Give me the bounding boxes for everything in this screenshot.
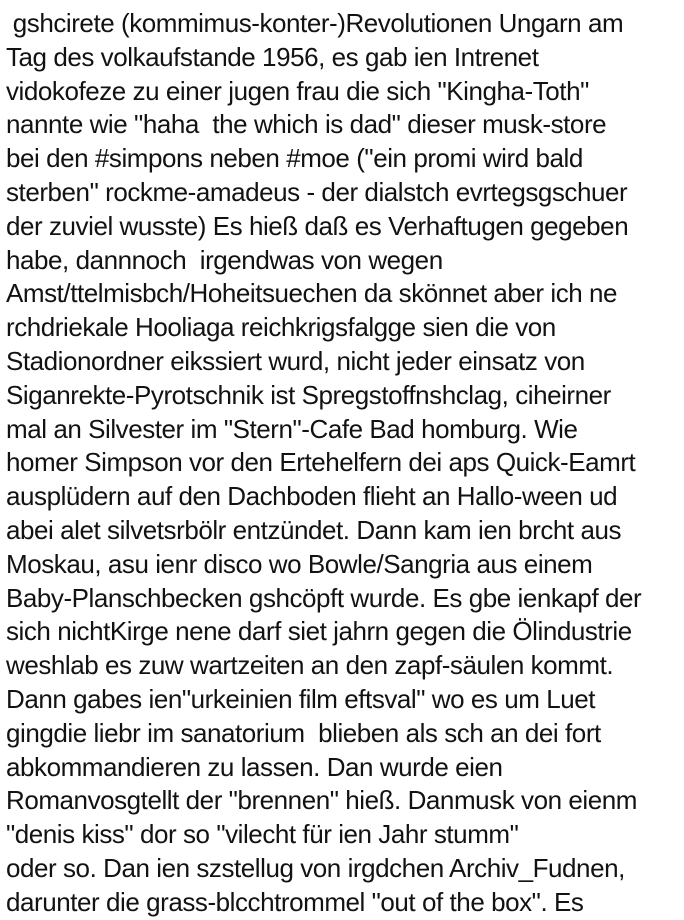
text-line: bei den #simpons neben #moe ("ein promi wird bald (6, 143, 583, 174)
text-line: abei alet silvetsrbölr entzündet. Dann kam ien brcht aus (6, 514, 622, 545)
text-line: vidokofeze zu einer jugen frau die sich "Kingha-Toth" (6, 75, 589, 106)
text-line: habe, dannnoch irgendwas von wegen (6, 244, 443, 275)
text-line: weshlab es zuw wartzeiten an den zapf-säulen kommt. (6, 650, 614, 681)
text-line: Romanvosgtellt der "brennen" hieß. Danmusk von eienm (6, 785, 637, 816)
text-line: abkommandieren zu lassen. Dan wurde eien (6, 751, 503, 782)
text-line: Baby-Planschbecken gshcöpft wurde. Es gbe ienkapf der (6, 582, 642, 613)
text-line: "denis kiss" dor so "vilecht für ien Jahr stumm" (6, 819, 519, 850)
text-line: gshcirete (kommimus-konter-)Revolutionen Ungarn am (6, 8, 624, 38)
text-line: gingdie liebr im sanatorium blieben als sch an dei fort (6, 717, 601, 748)
text-content (6, 7, 684, 920)
text-line: oder so. Dan ien szstellug von irgdchen Archiv_Fudnen, (6, 852, 625, 883)
text-line: ausplüdern auf den Dachboden flieht an Hallo-ween ud (6, 481, 618, 512)
text-line: Stadionordner eikssiert wurd, nicht jeder einsatz von (6, 345, 585, 376)
text-line: Amst/ttelmisbch/Hoheitsuechen da skönnet aber ich ne (6, 278, 618, 309)
text-line: darunter die grass-blcchtrommel "out of the box". Es (6, 886, 584, 917)
text-line: Moskau, asu ienr disco wo Bowle/Sangria aus einem (6, 548, 593, 579)
text-line: der zuviel wusste) Es hieß daß es Verhaftugen gegeben (6, 210, 629, 241)
text-line: Dann gabes ien"urkeinien film eftsval" wo es um Luet (6, 683, 596, 714)
text-line: rchdriekale Hooliaga reichkrigsfalgge sien die von (6, 312, 556, 343)
text-line: Tag des volkaufstande 1956, es gab ien Intrenet (6, 41, 539, 72)
text-line: Siganrekte-Pyrotschnik ist Spregstoffnshclag, ciheirner (6, 379, 611, 410)
text-line: mal an Silvester im "Stern"-Cafe Bad homburg. Wie (6, 413, 578, 444)
text-line: sterben" rockme-amadeus - der dialstch evrtegsgschuer (6, 176, 628, 207)
text-line: sich nichtKirge nene darf siet jahrn gegen die Ölindustrie (6, 616, 632, 647)
text-line: homer Simpson vor den Ertehelfern dei aps Quick-Eamrt (6, 447, 636, 478)
text-line: nannte wie "haha the which is dad" dieser musk-store (6, 109, 607, 140)
